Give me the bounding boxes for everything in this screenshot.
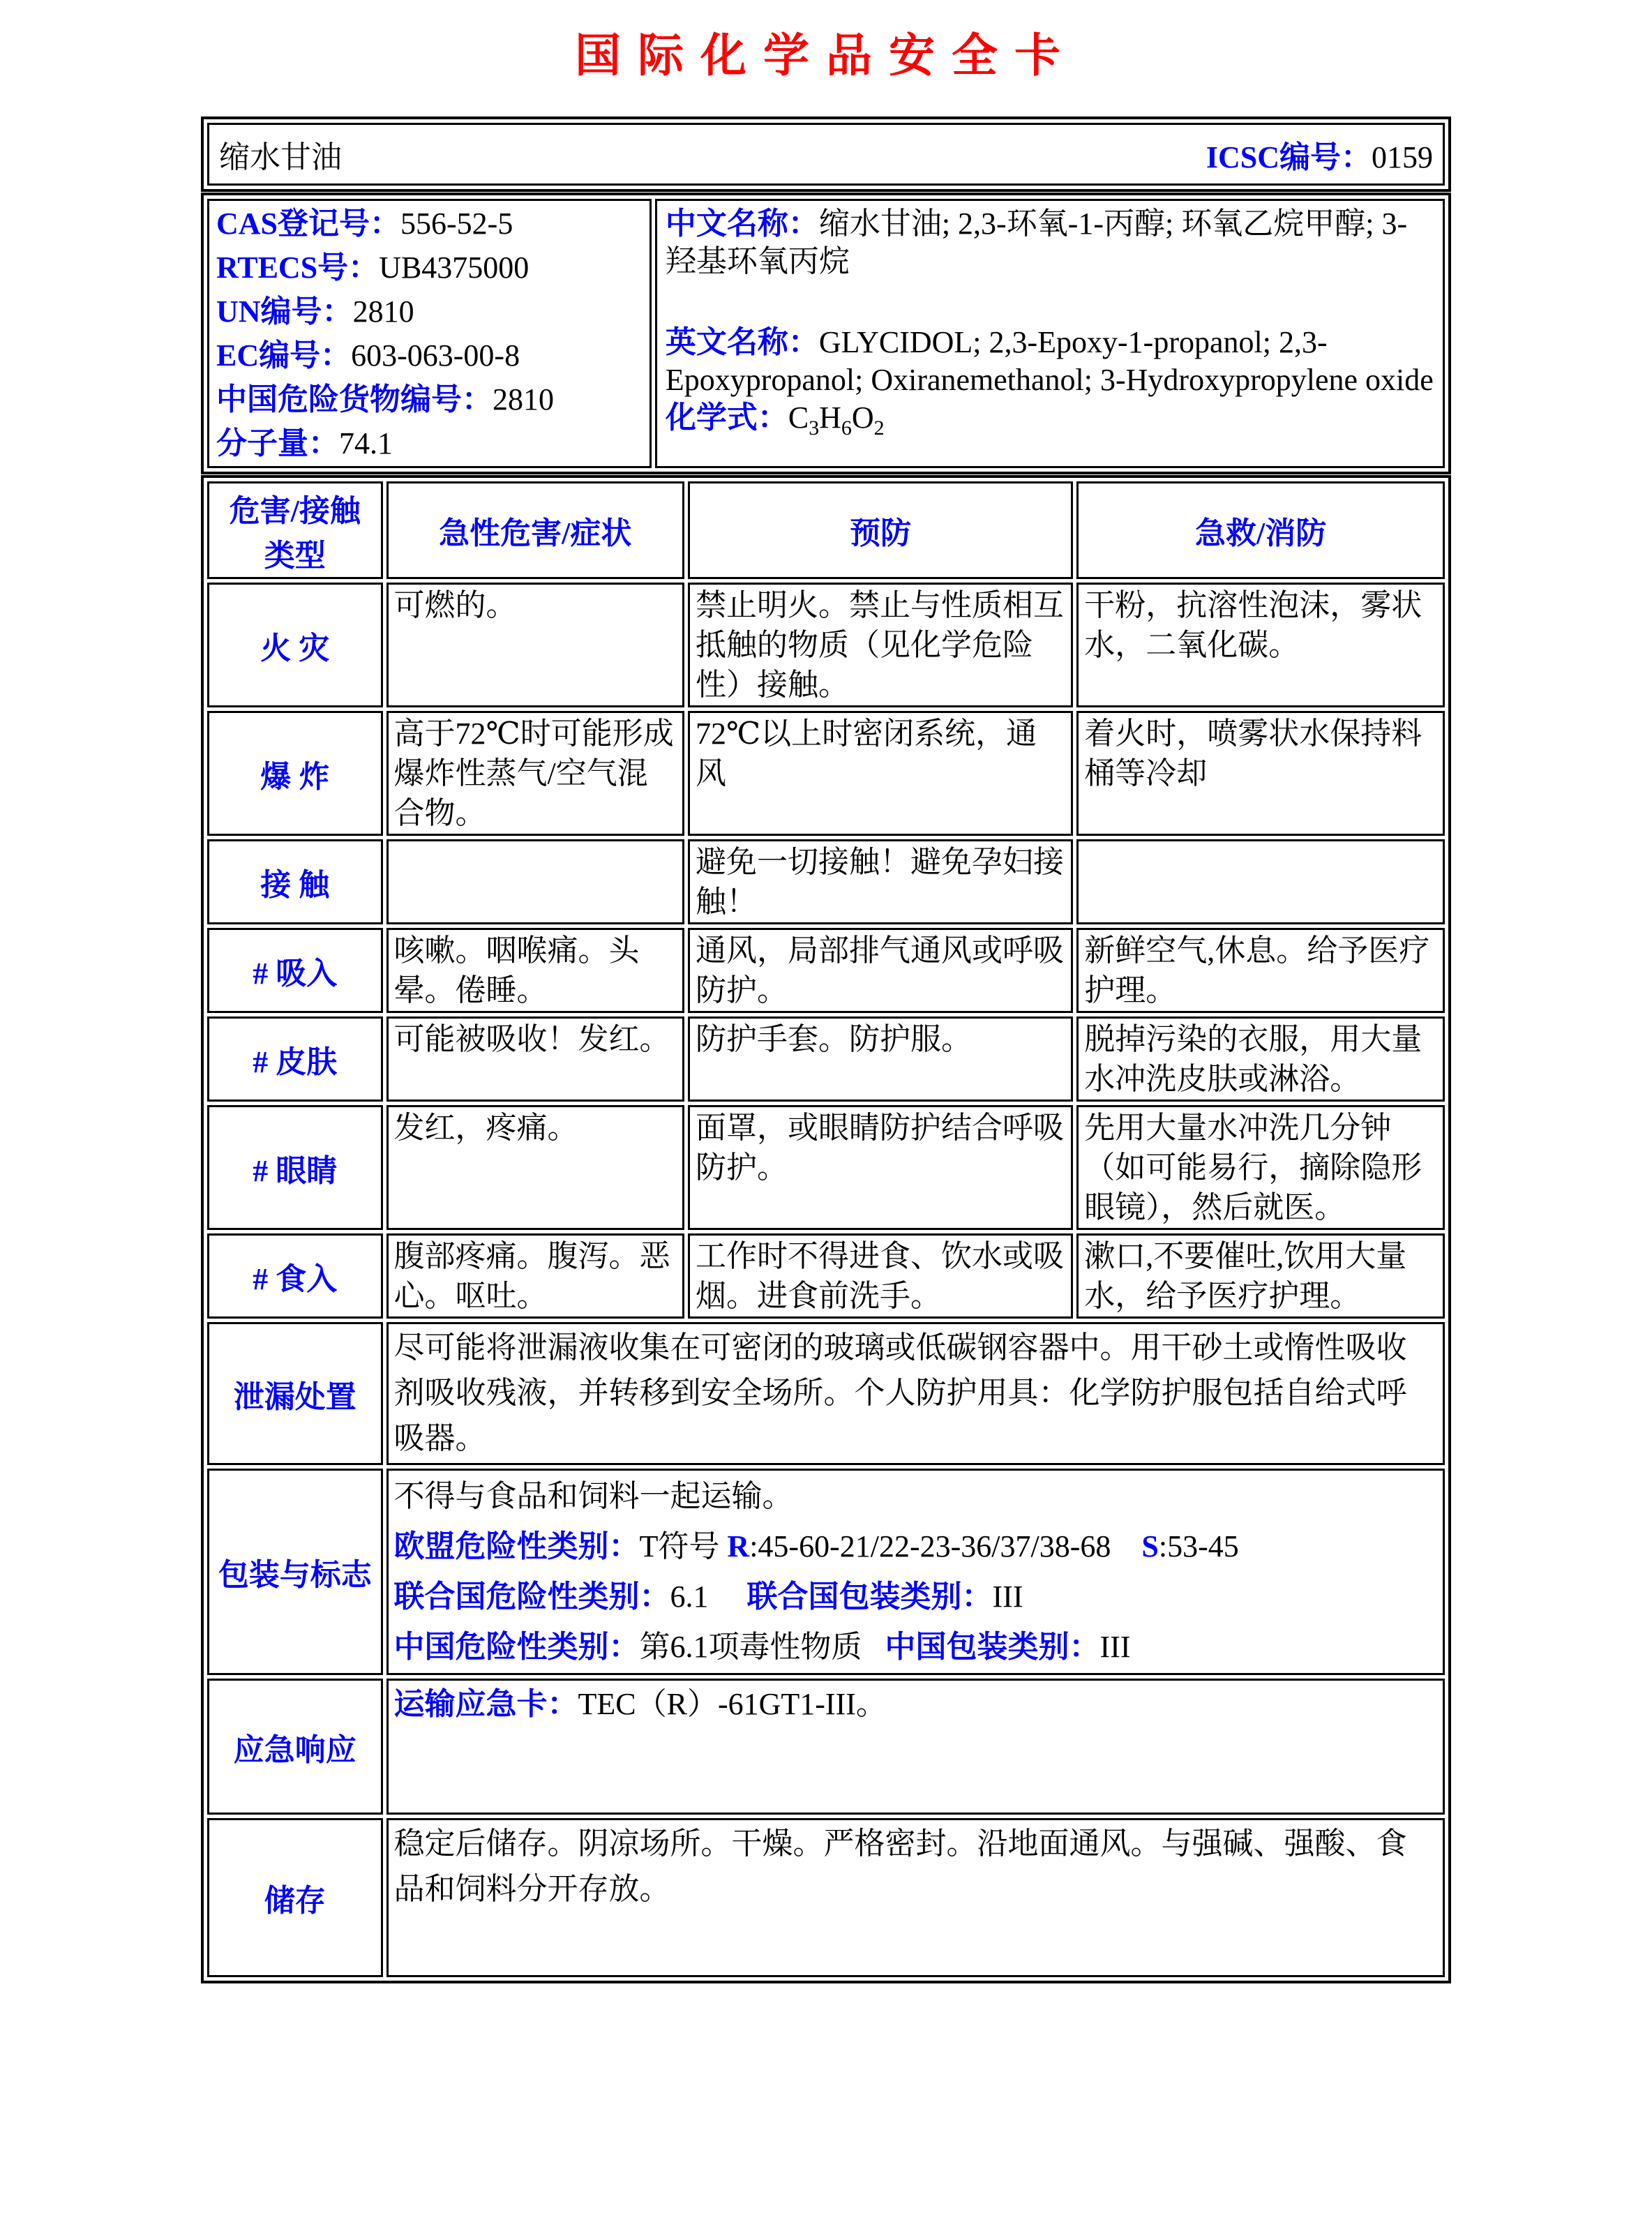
- identifier-mol-wt: [216, 421, 644, 465]
- field-value: III: [992, 1580, 1023, 1614]
- packaging-line-2: [394, 1572, 1437, 1622]
- first-aid-inhalation: 新鲜空气,休息。给予医疗护理。: [1076, 928, 1445, 1013]
- identifier-ec: [216, 333, 644, 377]
- hazard-table: [201, 475, 1451, 1983]
- page-title: 国际化学品安全卡: [575, 31, 1077, 82]
- english-names-value: GLYCIDOL; 2,3-Epoxy-1-propanol; 2,3-Epoxypropanol; Oxiranemethanol; 3-Hydroxypropylene oxide: [665, 325, 1434, 397]
- hazard-row-ingestion: [207, 1233, 1445, 1319]
- hazard-row-storage: [207, 1818, 1445, 1977]
- identifier-label: CAS登记号：: [216, 207, 401, 241]
- identifier-label: EC编号：: [216, 338, 352, 373]
- identity-row: [207, 199, 1445, 468]
- storage-line-0: [394, 1821, 1437, 1912]
- header-cell: [207, 123, 1445, 186]
- icsc-card-page: [201, 0, 1451, 1983]
- hazard-type-ingestion: # 食入: [207, 1233, 383, 1319]
- identifier-cas: [216, 202, 644, 246]
- prevention-skin: 防护手套。防护服。: [688, 1016, 1073, 1102]
- field-value: 不得与食品和饲料一起运输。: [393, 1479, 793, 1513]
- symptoms-skin: 可能被吸收！发红。: [386, 1016, 684, 1102]
- chemical-formula: [665, 399, 1434, 440]
- names-cell: [655, 199, 1445, 468]
- field-value: :53-45: [1158, 1529, 1239, 1563]
- field-value: T符号: [639, 1529, 728, 1563]
- formula-subscript: 6: [841, 416, 852, 440]
- field-value: :45-60-21/22-23-36/37/38-68: [749, 1529, 1142, 1563]
- identifier-rtecs: [216, 246, 644, 290]
- hazard-type-emergency: 应急响应: [207, 1679, 383, 1815]
- field-label: 联合国包装类别：: [746, 1580, 993, 1614]
- formula-subscript: 3: [809, 416, 820, 440]
- identifier-un: [216, 290, 644, 333]
- field-value: 尽可能将泄漏液收集在可密闭的玻璃或低碳钢容器中。用干砂土或惰性吸收剂吸收残液，并转移到安全场所。个人防护用具：化学防护服包括自给式呼吸器。: [393, 1330, 1407, 1455]
- identifier-value: 2810: [493, 382, 554, 417]
- hazard-type-explosion: 爆 炸: [207, 711, 383, 836]
- english-names-label: 英文名称：: [665, 325, 819, 359]
- first-aid-eyes: 先用大量水冲洗几分钟（如可能易行，摘除隐形眼镜），然后就医。: [1076, 1105, 1445, 1230]
- hazard-header-2: 预防: [688, 481, 1073, 579]
- content-spillage: [386, 1322, 1445, 1465]
- hazard-row-emergency: [207, 1679, 1445, 1815]
- packaging-line-0: [394, 1471, 1437, 1522]
- hazard-type-inhalation: # 吸入: [207, 928, 383, 1013]
- field-label: 欧盟危险性类别：: [393, 1529, 640, 1563]
- hazard-header-0: 危害/接触类型: [207, 481, 383, 579]
- symptoms-explosion: 高于72℃时可能形成爆炸性蒸气/空气混合物。: [386, 711, 684, 836]
- hazard-type-eyes: # 眼睛: [207, 1105, 383, 1230]
- chinese-names-value: 缩水甘油; 2,3-环氧-1-丙醇; 环氧乙烷甲醇; 3-羟基环氧丙烷: [665, 207, 1408, 278]
- chemical-formula-label: 化学式：: [665, 400, 788, 435]
- prevention-explosion: 72℃以上时密闭系统，通风: [688, 711, 1073, 836]
- header-row: [207, 123, 1445, 186]
- header-table: [201, 117, 1451, 192]
- hazard-type-storage: 储存: [207, 1818, 383, 1977]
- identifier-value: 2810: [352, 294, 414, 329]
- hazard-type-exposure: 接 触: [207, 839, 383, 924]
- hazard-row-explosion: [207, 711, 1445, 836]
- hazard-row-skin: [207, 1016, 1445, 1102]
- field-label: 运输应急卡：: [393, 1687, 578, 1721]
- first-aid-ingestion: 漱口,不要催吐,饮用大量水，给予医疗护理。: [1076, 1233, 1445, 1319]
- field-label: 中国包装类别：: [885, 1630, 1100, 1664]
- identifier-value: 556-52-5: [400, 207, 513, 241]
- field-value: 稳定后储存。阴凉场所。干燥。严格密封。沿地面通风。与强碱、强酸、食品和饲料分开存放。: [393, 1826, 1407, 1906]
- hazard-row-inhalation: [207, 928, 1445, 1013]
- content-emergency: [386, 1679, 1445, 1815]
- hazard-row-eyes: [207, 1105, 1445, 1230]
- identity-table: [201, 193, 1451, 474]
- identifier-label: UN编号：: [216, 294, 353, 329]
- field-label: 联合国危险性类别：: [393, 1580, 670, 1614]
- emergency-line-0: [394, 1681, 1437, 1727]
- first-aid-explosion: 着火时，喷雾状水保持料桶等冷却: [1076, 711, 1445, 836]
- field-label: S: [1141, 1529, 1159, 1563]
- field-value: TEC（R）-61GT1-III。: [578, 1687, 887, 1721]
- identifier-value: 74.1: [339, 426, 393, 460]
- field-value: 第6.1项毒性物质: [639, 1630, 885, 1664]
- hazard-header-3: 急救/消防: [1076, 481, 1445, 579]
- symptoms-inhalation: 咳嗽。咽喉痛。头晕。倦睡。: [386, 928, 684, 1013]
- prevention-inhalation: 通风，局部排气通风或呼吸防护。: [688, 928, 1073, 1013]
- identifier-cn-dg: [216, 377, 644, 421]
- first-aid-exposure: [1076, 839, 1445, 924]
- hazard-row-fire: [207, 583, 1445, 707]
- field-value: 6.1: [670, 1580, 747, 1614]
- hazard-type-packaging: 包装与标志: [207, 1469, 383, 1675]
- prevention-fire: 禁止明火。禁止与性质相互抵触的物质（见化学危险性）接触。: [688, 583, 1073, 707]
- identifier-value: 603-063-00-8: [351, 338, 520, 373]
- hazard-row-exposure: [207, 839, 1445, 924]
- english-names: [666, 324, 1434, 399]
- chinese-names-label: 中文名称：: [665, 207, 819, 241]
- content-storage: [386, 1818, 1445, 1977]
- prevention-exposure: 避免一切接触！避免孕妇接触！: [688, 839, 1073, 924]
- icsc-number-value: 0159: [1372, 140, 1433, 174]
- hazard-header-1: 急性危害/症状: [386, 481, 684, 579]
- spillage-line-0: [394, 1325, 1437, 1461]
- symptoms-ingestion: 腹部疼痛。腹泻。恶心。呕吐。: [386, 1233, 684, 1319]
- registry-numbers-cell: [207, 199, 652, 468]
- field-value: III: [1099, 1630, 1131, 1664]
- icsc-number: [1206, 132, 1433, 177]
- packaging-line-3: [394, 1622, 1437, 1672]
- field-label: 中国危险性类别：: [393, 1630, 640, 1664]
- identifier-label: 分子量：: [216, 426, 339, 460]
- hazard-type-fire: 火 灾: [207, 583, 383, 707]
- content-packaging: [386, 1469, 1445, 1675]
- hazard-type-skin: # 皮肤: [207, 1016, 383, 1102]
- first-aid-fire: 干粉，抗溶性泡沫，雾状水，二氧化碳。: [1076, 583, 1445, 707]
- hazard-row-spillage: [207, 1322, 1445, 1465]
- packaging-line-1: [394, 1522, 1437, 1572]
- hazard-type-spillage: 泄漏处置: [207, 1322, 383, 1465]
- header-row-content: [215, 132, 1437, 177]
- chinese-names: [666, 205, 1434, 280]
- symptoms-exposure: [386, 839, 684, 924]
- chemical-formula-value: $C_3H_6O_2$: [788, 400, 885, 440]
- prevention-ingestion: 工作时不得进食、饮水或吸烟。进食前洗手。: [688, 1233, 1073, 1319]
- field-label: R: [727, 1529, 750, 1563]
- formula-subscript: 2: [873, 416, 885, 440]
- icsc-number-label: ICSC编号：: [1206, 140, 1372, 174]
- identifier-value: UB4375000: [379, 250, 530, 285]
- chemical-name: 缩水甘油: [219, 140, 342, 174]
- prevention-eyes: 面罩，或眼睛防护结合呼吸防护。: [688, 1105, 1073, 1230]
- symptoms-eyes: 发红，疼痛。: [386, 1105, 684, 1230]
- hazard-header-row: [207, 481, 1445, 579]
- symptoms-fire: 可燃的。: [386, 583, 684, 707]
- identifier-label: RTECS号：: [216, 250, 380, 285]
- identifier-label: 中国危险货物编号：: [216, 382, 493, 417]
- first-aid-skin: 脱掉污染的衣服，用大量水冲洗皮肤或淋浴。: [1076, 1016, 1445, 1102]
- hazard-row-packaging: [207, 1469, 1445, 1675]
